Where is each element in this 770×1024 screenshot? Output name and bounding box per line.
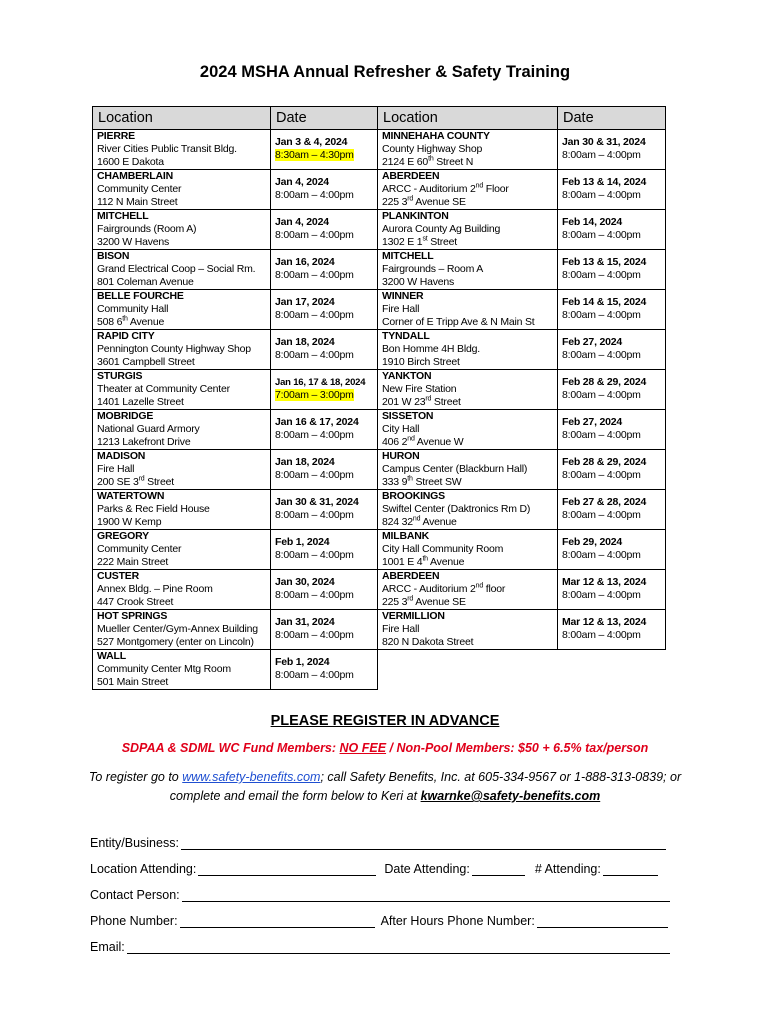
location-cell <box>378 330 558 370</box>
date-cell <box>271 650 378 690</box>
website-link[interactable]: www.safety-benefits.com <box>182 770 321 784</box>
venue-address: 527 Montgomery (enter on Lincoln) <box>97 636 254 648</box>
session-time-text: 7:00am – 3:00pm <box>275 389 354 401</box>
session-date: Feb 1, 2024 <box>275 656 330 668</box>
table-row <box>93 130 666 170</box>
venue-name: National Guard Armory <box>97 423 200 435</box>
session-time <box>275 149 377 162</box>
date-label: Date Attending: <box>384 862 470 876</box>
city-name: WATERTOWN <box>97 490 165 502</box>
city-name: MADISON <box>97 450 146 462</box>
venue-name: Bon Homme 4H Bldg. <box>382 343 480 355</box>
date-cell <box>558 250 666 290</box>
venue-name: New Fire Station <box>382 383 457 395</box>
table-row <box>93 610 666 650</box>
venue-name: River Cities Public Transit Bldg. <box>97 143 237 155</box>
city-name: SISSETON <box>382 410 434 422</box>
contact-label: Contact Person: <box>90 888 180 902</box>
session-date: Feb 28 & 29, 2024 <box>562 456 647 468</box>
table-row <box>93 570 666 610</box>
session-time <box>275 629 377 642</box>
location-cell <box>93 250 271 290</box>
after-hours-field[interactable] <box>537 915 668 928</box>
venue-name: Aurora County Ag Building <box>382 223 501 235</box>
session-time-text: 8:00am – 4:00pm <box>562 389 641 401</box>
session-date: Feb 1, 2024 <box>275 536 330 548</box>
city-name: ABERDEEN <box>382 170 440 182</box>
venue-name: Swiftel Center (Daktronics Rm D) <box>382 503 531 515</box>
after-hours-label: After Hours Phone Number: <box>380 914 535 928</box>
session-time <box>275 549 377 562</box>
venue-name: Theater at Community Center <box>97 383 230 395</box>
session-time-text: 8:00am – 4:00pm <box>562 429 641 441</box>
session-date: Jan 18, 2024 <box>275 456 335 468</box>
fees-nonpool: / Non-Pool Members: $50 + 6.5% tax/person <box>386 741 649 755</box>
table-row <box>93 530 666 570</box>
session-date: Jan 31, 2024 <box>275 616 335 628</box>
table-row <box>93 490 666 530</box>
session-time <box>275 429 377 442</box>
table-row <box>93 290 666 330</box>
session-time-text: 8:00am – 4:00pm <box>275 269 354 281</box>
form-row-location <box>90 850 680 876</box>
table-row <box>93 170 666 210</box>
instr-text: ; call Safety Benefits, Inc. at 605-334-9567 or 1-888-313-0839; or complete and email the form below to Keri at <box>169 770 682 803</box>
session-date: Feb 14, 2024 <box>562 216 623 228</box>
date-cell <box>271 570 378 610</box>
city-name: STURGIS <box>97 370 143 382</box>
city-name: BISON <box>97 250 130 262</box>
session-date: Jan 18, 2024 <box>275 336 335 348</box>
location-cell <box>378 410 558 450</box>
venue-address: 1900 W Kemp <box>97 516 162 528</box>
venue-name: Parks & Rec Field House <box>97 503 210 515</box>
session-date: Jan 3 & 4, 2024 <box>275 136 348 148</box>
count-label: # Attending: <box>534 862 601 876</box>
session-time-text: 8:00am – 4:00pm <box>562 189 641 201</box>
venue-name: Annex Bldg. – Pine Room <box>97 583 213 595</box>
session-date: Jan 30 & 31, 2024 <box>275 496 359 508</box>
form-row-phone <box>90 902 680 928</box>
session-date: Jan 16 & 17, 2024 <box>275 416 359 428</box>
entity-field[interactable] <box>181 837 666 850</box>
location-cell <box>378 610 558 650</box>
form-row-entity <box>90 824 680 850</box>
city-name: HURON <box>382 450 420 462</box>
location-cell <box>93 450 271 490</box>
venue-name: Mueller Center/Gym-Annex Building <box>97 623 258 635</box>
table-row <box>93 210 666 250</box>
location-cell <box>93 570 271 610</box>
phone-field[interactable] <box>180 915 375 928</box>
date-field[interactable] <box>472 863 525 876</box>
date-cell <box>271 170 378 210</box>
session-time <box>275 469 377 482</box>
city-name: MITCHELL <box>382 250 434 262</box>
location-cell <box>378 170 558 210</box>
session-time <box>275 349 377 362</box>
session-time-text: 8:00am – 4:00pm <box>562 229 641 241</box>
venue-name: Grand Electrical Coop – Social Rm. <box>97 263 256 275</box>
date-cell <box>558 530 666 570</box>
venue-name: Fairgrounds (Room A) <box>97 223 197 235</box>
city-name: CHAMBERLAIN <box>97 170 173 182</box>
location-cell <box>93 170 271 210</box>
venue-address: 112 N Main Street <box>97 196 178 208</box>
venue-address: 801 Coleman Avenue <box>97 276 194 288</box>
city-name: MITCHELL <box>97 210 149 222</box>
phone-label: Phone Number: <box>90 914 178 928</box>
session-time <box>562 589 665 602</box>
registration-instructions <box>0 768 770 806</box>
city-name: WINNER <box>382 290 424 302</box>
location-cell <box>93 610 271 650</box>
session-date: Feb 14 & 15, 2024 <box>562 296 647 308</box>
session-time-text: 8:00am – 4:00pm <box>275 509 354 521</box>
contact-field[interactable] <box>182 889 670 902</box>
register-heading: PLEASE REGISTER IN ADVANCE <box>270 713 500 729</box>
session-time-text: 8:00am – 4:00pm <box>562 269 641 281</box>
session-time-text: 8:00am – 4:00pm <box>275 629 354 641</box>
session-time-text: 8:00am – 4:00pm <box>275 189 354 201</box>
city-name: PIERRE <box>97 130 135 142</box>
date-cell <box>558 610 666 650</box>
table-row <box>93 250 666 290</box>
city-name: BROOKINGS <box>382 490 445 502</box>
city-name: WALL <box>97 650 126 662</box>
date-cell <box>271 290 378 330</box>
date-header: Date <box>271 107 378 130</box>
venue-name: Pennington County Highway Shop <box>97 343 251 355</box>
venue-address: 1401 Lazelle Street <box>97 396 184 408</box>
session-date: Jan 16, 17 & 18, 2024 <box>275 377 366 388</box>
city-name: PLANKINTON <box>382 210 449 222</box>
location-cell <box>378 370 558 410</box>
venue-address: 222 Main Street <box>97 556 169 568</box>
session-time <box>275 589 377 602</box>
location-cell <box>93 330 271 370</box>
date-cell <box>558 290 666 330</box>
session-time-text: 8:00am – 4:00pm <box>275 429 354 441</box>
city-name: BELLE FOURCHE <box>97 290 184 302</box>
session-time-text: 8:00am – 4:00pm <box>562 629 641 641</box>
session-time-text: 8:00am – 4:00pm <box>562 589 641 601</box>
table-row <box>93 330 666 370</box>
date-cell <box>558 490 666 530</box>
location-cell <box>93 490 271 530</box>
date-cell <box>271 530 378 570</box>
session-time <box>275 509 377 522</box>
session-date: Jan 4, 2024 <box>275 216 329 228</box>
city-name: MILBANK <box>382 530 430 542</box>
venue-address: 3200 W Havens <box>382 276 455 288</box>
date-cell <box>558 210 666 250</box>
venue-address: 1600 E Dakota <box>97 156 164 168</box>
venue-name: ARCC - Auditorium 2nd Floor <box>382 182 509 195</box>
venue-name: ARCC - Auditorium 2nd floor <box>382 582 506 595</box>
date-cell <box>558 370 666 410</box>
location-cell <box>378 450 558 490</box>
session-date: Jan 17, 2024 <box>275 296 335 308</box>
date-cell <box>558 130 666 170</box>
session-time <box>275 189 377 202</box>
fees-line <box>0 741 770 755</box>
date-cell <box>558 570 666 610</box>
date-cell <box>271 410 378 450</box>
table-row <box>93 650 666 690</box>
session-time <box>562 349 665 362</box>
entity-label: Entity/Business: <box>90 836 179 850</box>
session-date: Mar 12 & 13, 2024 <box>562 616 647 628</box>
session-time <box>562 429 665 442</box>
city-name: YANKTON <box>382 370 432 382</box>
session-time-text: 8:00am – 4:00pm <box>275 669 354 681</box>
session-date: Feb 13 & 15, 2024 <box>562 256 647 268</box>
session-date: Feb 27 & 28, 2024 <box>562 496 647 508</box>
form-row-contact <box>90 876 680 902</box>
session-time-text: 8:00am – 4:00pm <box>275 469 354 481</box>
city-name: CUSTER <box>97 570 139 582</box>
date-cell <box>558 330 666 370</box>
session-date: Feb 27, 2024 <box>562 416 623 428</box>
registration-form <box>90 824 680 954</box>
venue-address: Corner of E Tripp Ave & N Main St <box>382 316 535 328</box>
table-row <box>93 370 666 410</box>
venue-name: Community Center <box>97 543 182 555</box>
city-name: TYNDALL <box>382 330 430 342</box>
venue-address: 1213 Lakefront Drive <box>97 436 191 448</box>
session-time <box>275 229 377 242</box>
city-name: GREGORY <box>97 530 149 542</box>
location-cell <box>378 490 558 530</box>
session-time-text: 8:00am – 4:00pm <box>562 309 641 321</box>
city-name: RAPID CITY <box>97 330 155 342</box>
venue-name: Community Center <box>97 183 182 195</box>
date-cell <box>271 210 378 250</box>
session-time-text: 8:00am – 4:00pm <box>562 349 641 361</box>
date-cell <box>271 250 378 290</box>
venue-name: Fire Hall <box>382 623 420 635</box>
session-time <box>562 549 665 562</box>
session-time <box>562 189 665 202</box>
venue-address: 501 Main Street <box>97 676 169 688</box>
date-cell <box>271 130 378 170</box>
location-cell <box>93 130 271 170</box>
location-cell <box>378 530 558 570</box>
location-cell <box>93 530 271 570</box>
venue-name: County Highway Shop <box>382 143 483 155</box>
session-time-text: 8:00am – 4:00pm <box>275 349 354 361</box>
schedule-table <box>92 106 666 690</box>
form-row-email <box>90 928 680 954</box>
date-cell <box>558 170 666 210</box>
session-date: Jan 16, 2024 <box>275 256 335 268</box>
session-time-text: 8:30am – 4:30pm <box>275 149 354 161</box>
location-cell <box>378 250 558 290</box>
session-time <box>275 389 377 402</box>
venue-address: 1001 E 4th Avenue <box>382 555 465 568</box>
venue-address: 1910 Birch Street <box>382 356 460 368</box>
session-time-text: 8:00am – 4:00pm <box>275 229 354 241</box>
session-date: Jan 30, 2024 <box>275 576 335 588</box>
location-cell <box>93 290 271 330</box>
date-cell <box>558 450 666 490</box>
venue-address: 3200 W Havens <box>97 236 170 248</box>
session-time <box>275 669 377 682</box>
venue-address: 1302 E 1st Street <box>382 235 458 248</box>
venue-name: City Hall Community Room <box>382 543 504 555</box>
city-name: MOBRIDGE <box>97 410 154 422</box>
city-name: VERMILLION <box>382 610 445 622</box>
session-time <box>562 229 665 242</box>
instr-text: To register go to <box>88 770 183 784</box>
table-row <box>93 410 666 450</box>
date-cell <box>558 650 666 690</box>
session-time-text: 8:00am – 4:00pm <box>562 149 641 161</box>
session-time <box>562 389 665 402</box>
venue-address: 447 Crook Street <box>97 596 174 608</box>
venue-name: Campus Center (Blackburn Hall) <box>382 463 528 475</box>
session-time-text: 8:00am – 4:00pm <box>275 549 354 561</box>
date-header: Date <box>558 107 666 130</box>
location-field[interactable] <box>198 863 376 876</box>
session-date: Jan 4, 2024 <box>275 176 329 188</box>
venue-address: 2124 E 60th Street N <box>382 155 474 168</box>
session-date: Feb 27, 2024 <box>562 336 623 348</box>
location-cell <box>93 210 271 250</box>
venue-address: 333 9th Street SW <box>382 475 462 488</box>
location-cell <box>378 210 558 250</box>
date-cell <box>271 450 378 490</box>
session-date: Jan 30 & 31, 2024 <box>562 136 646 148</box>
location-header: Location <box>378 107 558 130</box>
venue-address: 225 3rd Avenue SE <box>382 595 466 608</box>
location-label: Location Attending: <box>90 862 197 876</box>
date-cell <box>271 490 378 530</box>
session-time-text: 8:00am – 4:00pm <box>275 589 354 601</box>
session-time <box>275 309 377 322</box>
venue-address: 201 W 23rd Street <box>382 395 461 408</box>
date-cell <box>558 410 666 450</box>
venue-address: 200 SE 3rd Street <box>97 475 174 488</box>
location-cell <box>93 650 271 690</box>
city-name: MINNEHAHA COUNTY <box>382 130 490 142</box>
venue-address: 508 6th Avenue <box>97 315 165 328</box>
venue-name: Community Center Mtg Room <box>97 663 231 675</box>
session-date: Feb 28 & 29, 2024 <box>562 376 647 388</box>
email-field[interactable] <box>127 941 670 954</box>
no-fee: NO FEE <box>339 741 387 755</box>
document-title: 2024 MSHA Annual Refresher & Safety Training <box>199 63 571 81</box>
location-cell <box>93 370 271 410</box>
venue-name: City Hall <box>382 423 420 435</box>
session-time-text: 8:00am – 4:00pm <box>275 309 354 321</box>
date-cell <box>271 370 378 410</box>
session-time-text: 8:00am – 4:00pm <box>562 509 641 521</box>
session-time-text: 8:00am – 4:00pm <box>562 469 641 481</box>
venue-name: Fire Hall <box>97 463 135 475</box>
email-link[interactable]: kwarnke@safety-benefits.com <box>420 789 601 803</box>
email-label: Email: <box>90 940 125 954</box>
session-time <box>562 269 665 282</box>
venue-address: 3601 Campbell Street <box>97 356 195 368</box>
venue-address: 406 2nd Avenue W <box>382 435 464 448</box>
location-cell <box>378 290 558 330</box>
location-header: Location <box>93 107 271 130</box>
venue-address: 820 N Dakota Street <box>382 636 474 648</box>
session-date: Feb 13 & 14, 2024 <box>562 176 647 188</box>
table-row <box>93 450 666 490</box>
date-cell <box>271 330 378 370</box>
session-date: Feb 29, 2024 <box>562 536 623 548</box>
location-cell <box>378 570 558 610</box>
session-time <box>562 629 665 642</box>
session-date: Mar 12 & 13, 2024 <box>562 576 647 588</box>
session-time <box>562 469 665 482</box>
session-time <box>275 269 377 282</box>
fees-members: SDPAA & SDML WC Fund Members: <box>121 741 340 755</box>
venue-name: Fire Hall <box>382 303 420 315</box>
location-cell <box>93 410 271 450</box>
city-name: ABERDEEN <box>382 570 440 582</box>
session-time-text: 8:00am – 4:00pm <box>562 549 641 561</box>
date-cell <box>271 610 378 650</box>
count-field[interactable] <box>603 863 658 876</box>
venue-name: Fairgrounds – Room A <box>382 263 484 275</box>
venue-address: 824 32nd Avenue <box>382 515 457 528</box>
session-time <box>562 149 665 162</box>
session-time <box>562 509 665 522</box>
city-name: HOT SPRINGS <box>97 610 168 622</box>
location-cell <box>378 650 558 690</box>
location-cell <box>378 130 558 170</box>
venue-address: 225 3rd Avenue SE <box>382 195 466 208</box>
session-time <box>562 309 665 322</box>
venue-name: Community Hall <box>97 303 169 315</box>
